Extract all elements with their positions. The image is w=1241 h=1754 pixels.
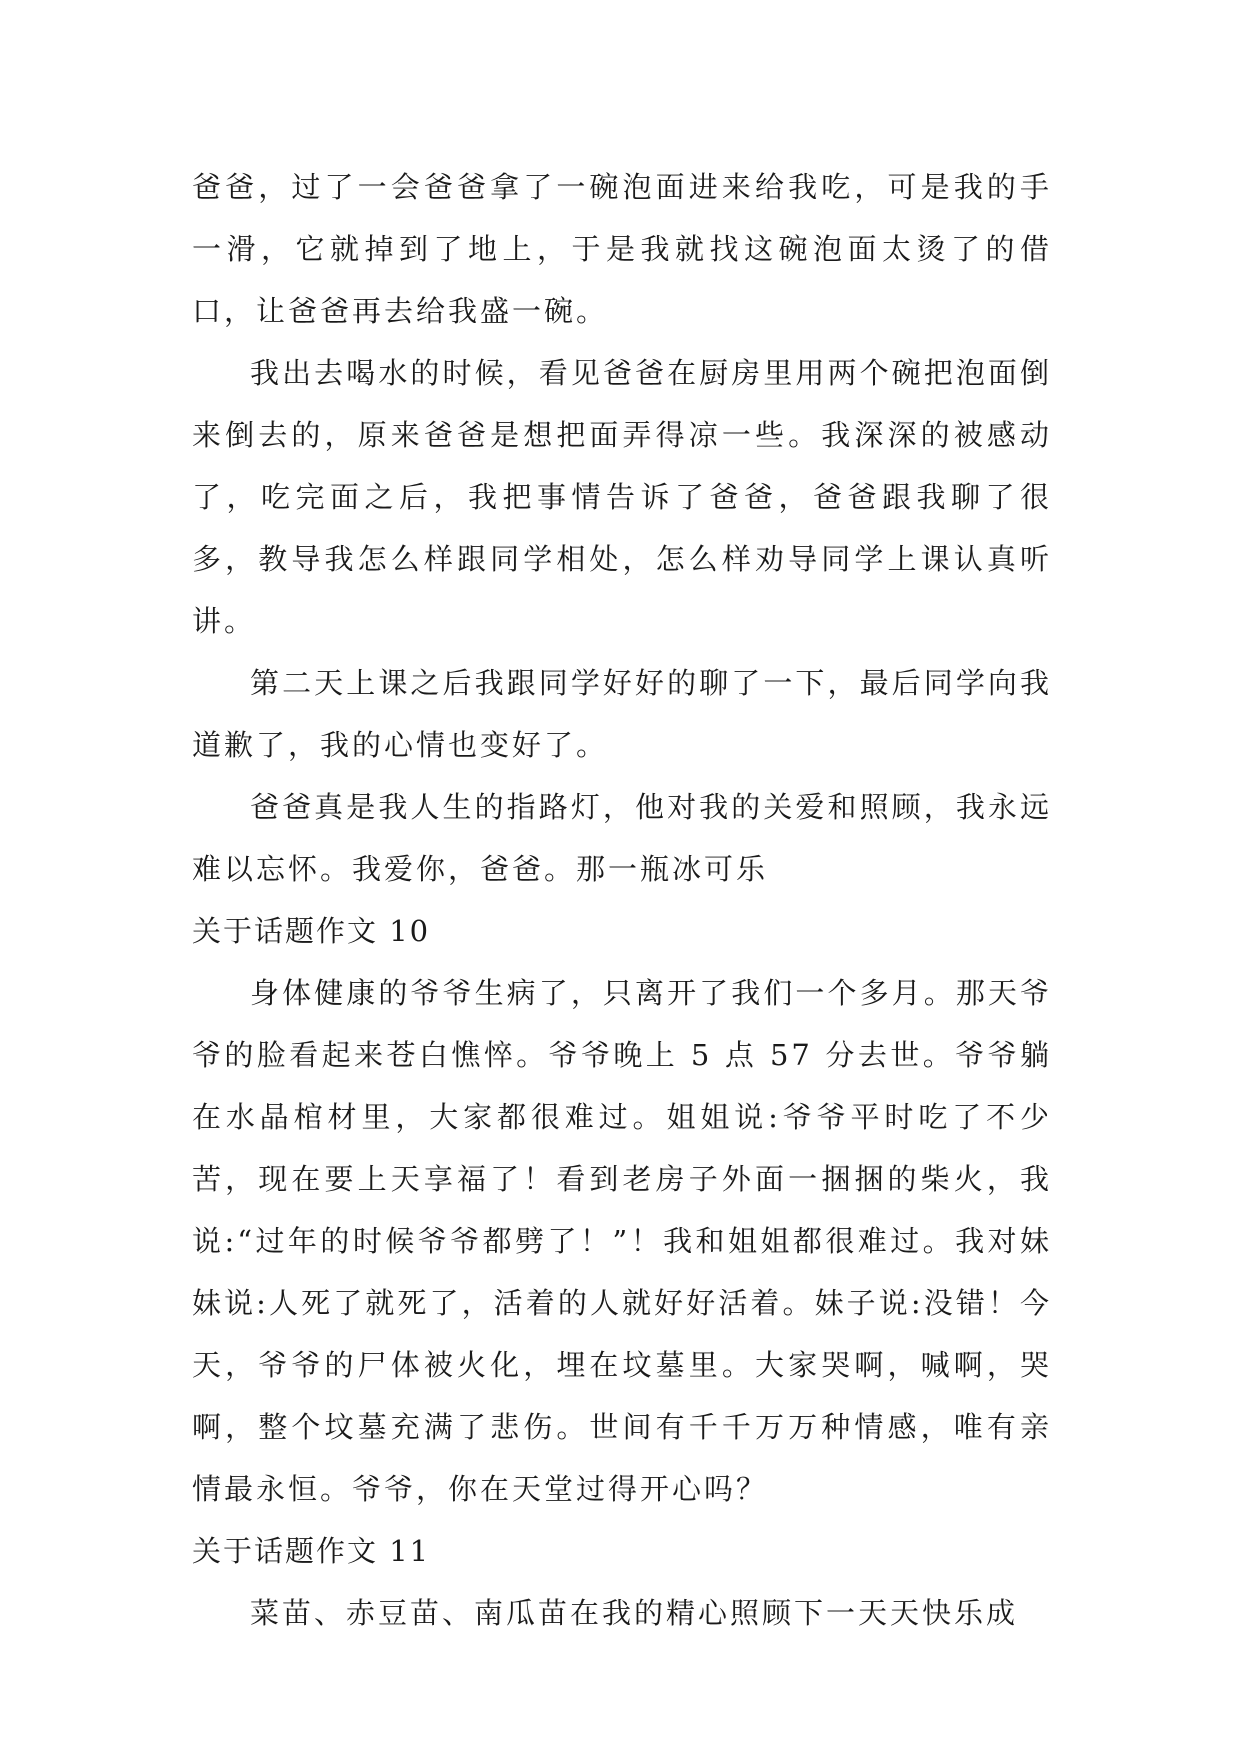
paragraph: 第二天上课之后我跟同学好好的聊了一下，最后同学向我道歉了，我的心情也变好了。 bbox=[192, 666, 1052, 762]
paragraph: 我出去喝水的时候，看见爸爸在厨房里用两个碗把泡面倒来倒去的，原来爸爸是想把面弄得凉一些。我深深的被感动了，吃完面之后，我把事情告诉了爸爸，爸爸跟我聊了很多，教导我怎么样跟同学相处，怎么样劝导同学上课认真听讲。 bbox=[192, 356, 1052, 638]
section-heading-11: 关于话题作文 11 bbox=[192, 1534, 431, 1568]
paragraph: 身体健康的爷爷生病了，只离开了我们一个多月。那天爷爷的脸看起来苍白憔悴。爷爷晚上 5 点 57 分去世。爷爷躺在水晶棺材里，大家都很难过。姐姐说:爷爷平时吃了不少苦，现在要上天享福了！看到老房子外面一捆捆的柴火，我说:“过年的时候爷爷都劈了！”！我和姐姐都很难过。我对妹妹说:人死了就死了，活着的人就好好活着。妹子说:没错！今天，爷爷的尸体被火化，埋在坟墓里。大家哭啊，喊啊，哭啊，整个坟墓充满了悲伤。世间有千千万万种情感，唯有亲情最永恒。爷爷，你在天堂过得开心吗？ bbox=[192, 976, 1052, 1506]
section-heading-10: 关于话题作文 10 bbox=[192, 914, 431, 948]
paragraph-continued: 爸爸，过了一会爸爸拿了一碗泡面进来给我吃，可是我的手一滑，它就掉到了地上，于是我就找这碗泡面太烫了的借口，让爸爸再去给我盛一碗。 bbox=[192, 170, 1052, 328]
paragraph: 菜苗、赤豆苗、南瓜苗在我的精心照顾下一天天快乐成 bbox=[250, 1596, 1019, 1630]
document-body bbox=[192, 156, 1052, 1644]
paragraph: 爸爸真是我人生的指路灯，他对我的关爱和照顾，我永远难以忘怀。我爱你，爸爸。那一瓶冰可乐 bbox=[192, 790, 1052, 886]
